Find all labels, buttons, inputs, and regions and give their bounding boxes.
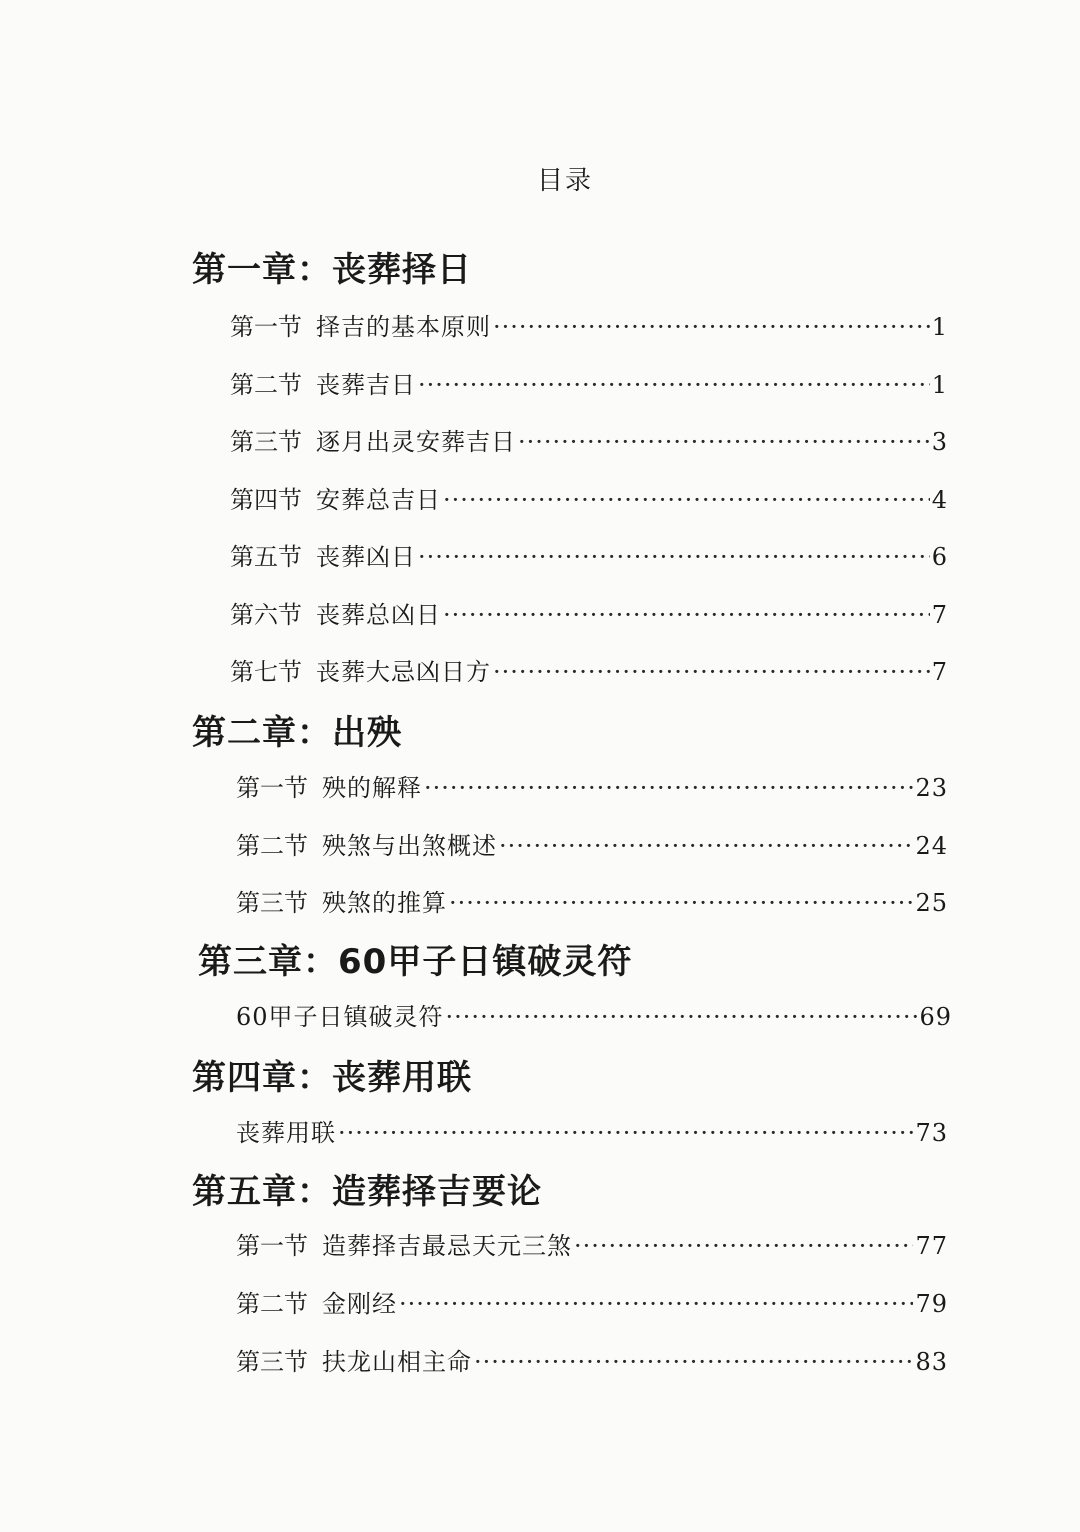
- toc-entry: [230, 312, 948, 342]
- section-title: 殃煞的推算: [322, 889, 447, 917]
- toc-entry: [236, 1289, 948, 1319]
- dot-leader: [474, 1347, 913, 1377]
- dot-leader: [443, 600, 930, 630]
- toc-entry: [236, 1231, 948, 1261]
- section-title: 安葬总吉日: [316, 486, 441, 514]
- page-number: 1: [931, 313, 948, 341]
- page-number: 7: [931, 658, 948, 686]
- section-title: 择吉的基本原则: [316, 313, 491, 341]
- toc-entry: [230, 485, 948, 515]
- section-number: 第四节: [230, 486, 302, 514]
- dot-leader: [424, 773, 913, 803]
- section-number: 第二节: [236, 832, 308, 860]
- section-title: 扶龙山相主命: [322, 1348, 472, 1376]
- toc-entry: [236, 1002, 952, 1032]
- chapter-3-heading: 第三章：60甲子日镇破灵符: [198, 942, 633, 982]
- section-number: 第三节: [236, 1348, 308, 1376]
- toc-entry: [236, 773, 948, 803]
- page-number: 23: [915, 774, 948, 802]
- page-number: 73: [915, 1119, 948, 1147]
- chapter-1-heading: 第一章：丧葬择日: [192, 250, 472, 290]
- page-number: 69: [919, 1003, 952, 1031]
- page-number: 79: [915, 1290, 948, 1318]
- page-number: 7: [931, 601, 948, 629]
- page-number: 3: [931, 428, 948, 456]
- section-number: 第一节: [236, 774, 308, 802]
- page-number: 6: [931, 543, 948, 571]
- section-title: 丧葬大忌凶日方: [316, 658, 491, 686]
- page-number: 77: [915, 1232, 948, 1260]
- page-number: 25: [915, 889, 948, 917]
- page-number: 1: [931, 371, 948, 399]
- toc-entry: [230, 600, 948, 630]
- dot-leader: [446, 1002, 918, 1032]
- dot-leader: [574, 1231, 913, 1261]
- toc-entry: [236, 1347, 948, 1377]
- toc-entry: [236, 1118, 948, 1148]
- page-number: 4: [931, 486, 948, 514]
- dot-leader: [499, 831, 913, 861]
- section-title: 殃煞与出煞概述: [322, 832, 497, 860]
- dot-leader: [443, 485, 930, 515]
- toc-entry: [230, 370, 948, 400]
- chapter-5-heading: 第五章：造葬择吉要论: [192, 1172, 542, 1212]
- section-number: 第二节: [236, 1290, 308, 1318]
- toc-entry: [236, 888, 948, 918]
- toc-entry: [230, 427, 948, 457]
- dot-leader: [493, 657, 930, 687]
- section-number: 第二节: [230, 371, 302, 399]
- section-number: 第三节: [236, 889, 308, 917]
- section-title: 丧葬总凶日: [316, 601, 441, 629]
- dot-leader: [518, 427, 930, 457]
- toc-entry: [230, 657, 948, 687]
- toc-entry: [230, 542, 948, 572]
- dot-leader: [338, 1118, 913, 1148]
- section-number: 第六节: [230, 601, 302, 629]
- section-number: 第三节: [230, 428, 302, 456]
- section-title: 丧葬用联: [236, 1119, 336, 1147]
- dot-leader: [399, 1289, 913, 1319]
- chapter-4-heading: 第四章：丧葬用联: [192, 1058, 472, 1098]
- dot-leader: [449, 888, 913, 918]
- page-title: 目录: [536, 166, 593, 196]
- page-number: 83: [915, 1348, 948, 1376]
- section-title: 丧葬凶日: [316, 543, 416, 571]
- chapter-2-heading: 第二章：出殃: [192, 713, 402, 753]
- section-title: 造葬择吉最忌天元三煞: [322, 1232, 572, 1260]
- section-number: 第五节: [230, 543, 302, 571]
- section-title: 逐月出灵安葬吉日: [316, 428, 516, 456]
- section-title: 丧葬吉日: [316, 371, 416, 399]
- page-number: 24: [915, 832, 948, 860]
- section-number: 第一节: [236, 1232, 308, 1260]
- section-title: 60甲子日镇破灵符: [236, 1003, 444, 1031]
- section-number: 第七节: [230, 658, 302, 686]
- dot-leader: [418, 370, 930, 400]
- dot-leader: [493, 312, 930, 342]
- toc-entry: [236, 831, 948, 861]
- section-number: 第一节: [230, 313, 302, 341]
- section-title: 金刚经: [322, 1290, 397, 1318]
- dot-leader: [418, 542, 930, 572]
- section-title: 殃的解释: [322, 774, 422, 802]
